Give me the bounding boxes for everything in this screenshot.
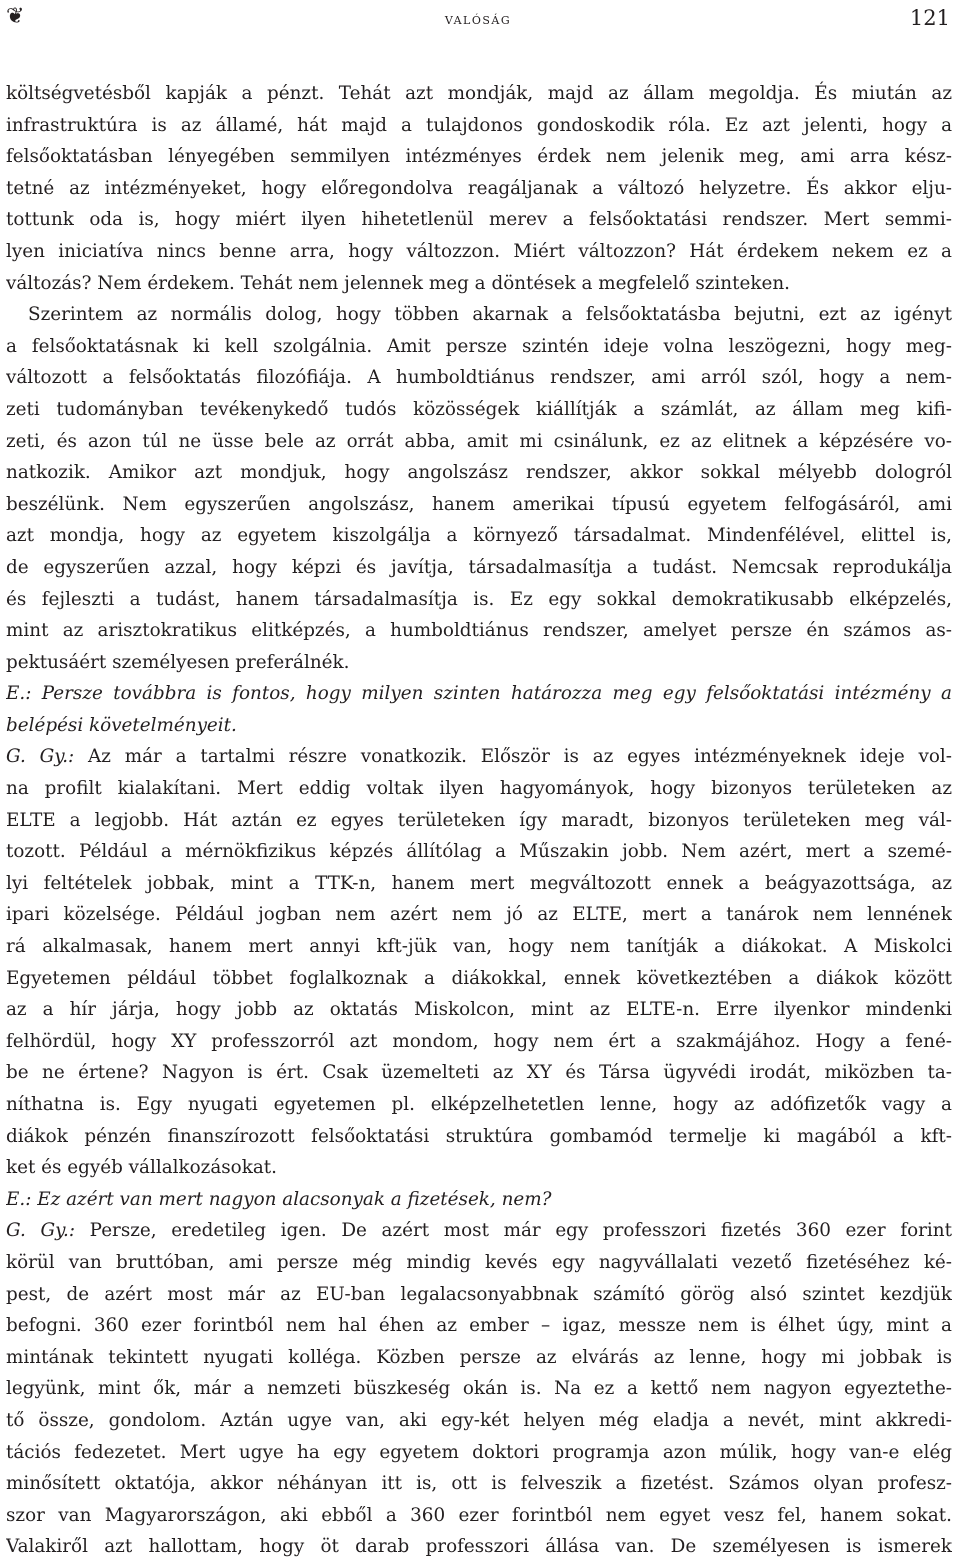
line-text: de egyszerűen azzal, hogy képzi és javítja, társadalmasítja a tudást. Nemcsak reprodukálja bbox=[6, 556, 952, 578]
line-text: rá alkalmasak, hanem mert annyi kft-jük van, hogy nem tanítják a diákokat. A Miskolci bbox=[6, 936, 952, 958]
text-line bbox=[6, 78, 952, 110]
line-text: lyi feltételek jobbak, mint a TTK-n, hanem mert megváltozott ennek a beágyazottsága, az bbox=[6, 872, 952, 894]
text-line bbox=[6, 1247, 952, 1279]
text-line bbox=[6, 394, 952, 426]
text-line bbox=[6, 110, 952, 142]
line-text: felhördül, hogy XY professzorról azt mondom, hogy nem ért a szakmájához. Hogy a fené- bbox=[6, 1030, 952, 1052]
text-line bbox=[6, 489, 952, 521]
speaker-label: G. Gy.: bbox=[6, 746, 75, 768]
line-text: Valakiről azt hallottam, hogy öt darab professzori állása van. De személyesen is ismerek bbox=[6, 1536, 952, 1558]
text-line bbox=[6, 994, 952, 1026]
text-line bbox=[6, 173, 952, 205]
line-text: beszélünk. Nem egyszerűen angolszász, hanem amerikai típusú egyetem felfogásáról, ami bbox=[6, 493, 952, 515]
text-line bbox=[6, 331, 952, 363]
line-text: E.: Persze továbbra is fontos, hogy milyen szinten határozza meg egy felsőoktatási intézmény a bbox=[6, 683, 952, 705]
line-text: ket és egyéb vállalkozásokat. bbox=[6, 1157, 277, 1179]
running-header bbox=[6, 4, 950, 32]
text-line bbox=[6, 1310, 952, 1342]
line-text: mintának tekintett nyugati kolléga. Közben persze az elvárás az lenne, hogy mi jobbak is bbox=[6, 1346, 952, 1368]
line-text: níthatna is. Egy nyugati egyetemen pl. elképzelhetetlen lenne, hogy az adófizetők vagy a bbox=[6, 1094, 952, 1115]
line-text: pektusáért személyesen preferálnék. bbox=[6, 651, 350, 673]
page-number: 121 bbox=[909, 6, 950, 30]
line-text: mint az arisztokratikus elitképzés, a humboldtiánus rendszer, amelyet persze én számos as- bbox=[6, 620, 952, 642]
text-line bbox=[6, 868, 952, 900]
body-text bbox=[6, 78, 952, 1563]
text-line bbox=[6, 1057, 952, 1089]
text-line bbox=[6, 457, 952, 489]
text-line bbox=[6, 1342, 952, 1374]
text-line bbox=[6, 836, 952, 868]
line-text: minősített oktatója, akkor néhányan itt is, ott is felveszik a fizetést. Számos olyan profesz- bbox=[6, 1473, 952, 1495]
line-text: natkozik. Amikor azt mondjuk, hogy angolszász rendszer, akkor sokkal mélyebb dologról bbox=[6, 462, 952, 484]
text-line bbox=[6, 204, 952, 236]
text-line bbox=[6, 931, 952, 963]
line-text: Persze, eredetileg igen. De azért most már egy professzori fizetés 360 ezer forint bbox=[75, 1220, 952, 1242]
text-line bbox=[6, 963, 952, 995]
text-line bbox=[6, 1437, 952, 1469]
line-text: Szerintem az normális dolog, hogy többen akarnak a felsőoktatásba bejutni, ezt az igényt bbox=[28, 304, 952, 326]
interviewer-question-line bbox=[6, 1184, 952, 1216]
line-text: zeti, és azon túl ne üsse bele az orrát abba, amit mi csinálunk, ez az elitnek a képzésére vo- bbox=[6, 430, 952, 452]
text-line bbox=[6, 236, 952, 268]
text-line bbox=[6, 552, 952, 584]
line-text: változott a felsőoktatás filozófiája. A humboldtiánus rendszer, ami arról szól, hogy a nem- bbox=[6, 367, 952, 389]
text-line bbox=[6, 899, 952, 931]
text-line bbox=[6, 1531, 952, 1563]
text-line bbox=[6, 520, 952, 552]
line-text: az a hír járja, hogy jobb az oktatás Miskolcon, mint az ELTE-n. Erre ilyenkor mindenki bbox=[6, 999, 952, 1021]
text-line bbox=[6, 1500, 952, 1532]
line-text: infrastruktúra is az államé, hát majd a tulajdonos gondoskodik róla. Ez azt jelenti, hogy a bbox=[6, 114, 952, 136]
fleuron-icon: ❦ bbox=[6, 4, 25, 29]
line-text: költségvetésből kapják a pénzt. Tehát azt mondják, majd az állam megoldja. És miután az bbox=[6, 83, 952, 104]
line-text: tő össze, gondolom. Aztán ugye van, aki egy-két helyen még eladja a nevét, mint akkredi- bbox=[6, 1409, 952, 1431]
text-line bbox=[6, 584, 952, 616]
line-text: belépési követelményeit. bbox=[6, 714, 237, 736]
line-text: pest, de azért most már az EU-ban legalacsonyabbnak számító görög alsó szintet kezdjük bbox=[6, 1283, 952, 1305]
line-text: befogni. 360 ezer forintból nem hal éhen az ember – igaz, messze nem is élhet úgy, mint a bbox=[6, 1315, 952, 1337]
line-text: diákok pénzén finanszírozott felsőoktatási struktúra gombamód termelje ki magából a kft- bbox=[6, 1125, 952, 1147]
line-text: a felsőoktatásnak ki kell szolgálnia. Amit persze szintén ideje volna leszögezni, hogy meg- bbox=[6, 335, 952, 357]
line-text: Egyetemen például többet foglalkoznak a diákokkal, ennek következtében a diákok között bbox=[6, 967, 952, 989]
line-text: körül van bruttóban, ami persze még mindig kevés egy nagyvállalati vezető fizetéséhez ké- bbox=[6, 1251, 952, 1273]
text-line bbox=[6, 805, 952, 837]
line-text: tottunk oda is, hogy miért ilyen hihetetlenül merev a felsőoktatási rendszer. Mert semmi- bbox=[6, 209, 952, 231]
text-line bbox=[6, 1121, 952, 1153]
text-line bbox=[6, 1152, 952, 1184]
text-line bbox=[6, 141, 952, 173]
line-text: Az már a tartalmi részre vonatkozik. Először is az egyes intézményeknek ideje vol- bbox=[74, 746, 952, 768]
text-line bbox=[6, 647, 952, 679]
line-text: azt mondja, hogy az egyetem kiszolgálja a környező társadalmat. Mindenfélével, elittel is, bbox=[6, 525, 952, 547]
line-text: és fejleszti a tudást, hanem társadalmasítja is. Ez egy sokkal demokratikusabb elképzelés, bbox=[6, 588, 952, 610]
interviewer-question-line bbox=[6, 678, 952, 710]
line-text: zeti tudományban tevékenykedő tudós közösségek kiállítják a számlát, az állam meg kifi- bbox=[6, 398, 952, 420]
line-text: változás? Nem érdekem. Tehát nem jelennek meg a döntések a megfelelő szinteken. bbox=[6, 272, 790, 294]
interviewer-question-line bbox=[6, 710, 952, 742]
text-line bbox=[6, 1089, 952, 1121]
text-line bbox=[6, 741, 952, 773]
text-line bbox=[6, 1279, 952, 1311]
line-text: szor van Magyarországon, aki ebből a 360 ezer forintból nem egyet vesz fel, hanem sokat. bbox=[6, 1504, 952, 1526]
text-line bbox=[6, 1215, 952, 1247]
line-text: tetné az intézményeket, hogy előregondolva reagáljanak a változó helyzetre. És akkor elju- bbox=[6, 177, 952, 199]
text-line bbox=[6, 1373, 952, 1405]
line-text: E.: Ez azért van mert nagyon alacsonyak a fizetések, nem? bbox=[6, 1188, 552, 1210]
text-line bbox=[6, 1026, 952, 1058]
line-text: ELTE a legjobb. Hát aztán ez egyes területeken így maradt, bizonyos területeken meg vál- bbox=[6, 809, 952, 831]
text-line bbox=[6, 268, 952, 300]
text-line bbox=[6, 773, 952, 805]
text-line bbox=[6, 1468, 952, 1500]
line-text: tozott. Például a mérnökfizikus képzés állítólag a Műszakin jobb. Nem azért, mert a szemé- bbox=[6, 841, 952, 863]
text-line bbox=[6, 615, 952, 647]
line-text: lyen iniciatíva nincs benne arra, hogy változzon. Miért változzon? Hát érdekem nekem ez a bbox=[6, 240, 952, 262]
line-text: felsőoktatásban lényegében semmilyen intézményes érdek nem jelenik meg, ami arra kész- bbox=[6, 146, 952, 168]
text-line bbox=[6, 362, 952, 394]
speaker-label: G. Gy.: bbox=[6, 1220, 76, 1242]
text-line bbox=[6, 299, 952, 331]
line-text: na profilt kialakítani. Mert eddig voltak ilyen hagyományok, hogy bizonyos területeken az bbox=[6, 778, 952, 800]
line-text: tációs fedezetet. Mert ugye ha egy egyetem doktori programja azon múlik, hogy van-e elég bbox=[6, 1441, 952, 1463]
line-text: be ne értene? Nagyon is ért. Csak üzemelteti az XY és Társa ügyvédi irodát, miközben ta- bbox=[6, 1062, 952, 1084]
line-text: legyünk, mint ők, már a nemzeti büszkeség okán is. Na ez a kettő nem nagyon egyeztethe- bbox=[6, 1378, 952, 1400]
text-line bbox=[6, 426, 952, 458]
line-text: ipari közelsége. Például jogban nem azért nem jó az ELTE, mert a tanárok nem lennének bbox=[6, 904, 952, 926]
text-line bbox=[6, 1405, 952, 1437]
running-title: valóság bbox=[444, 10, 512, 28]
